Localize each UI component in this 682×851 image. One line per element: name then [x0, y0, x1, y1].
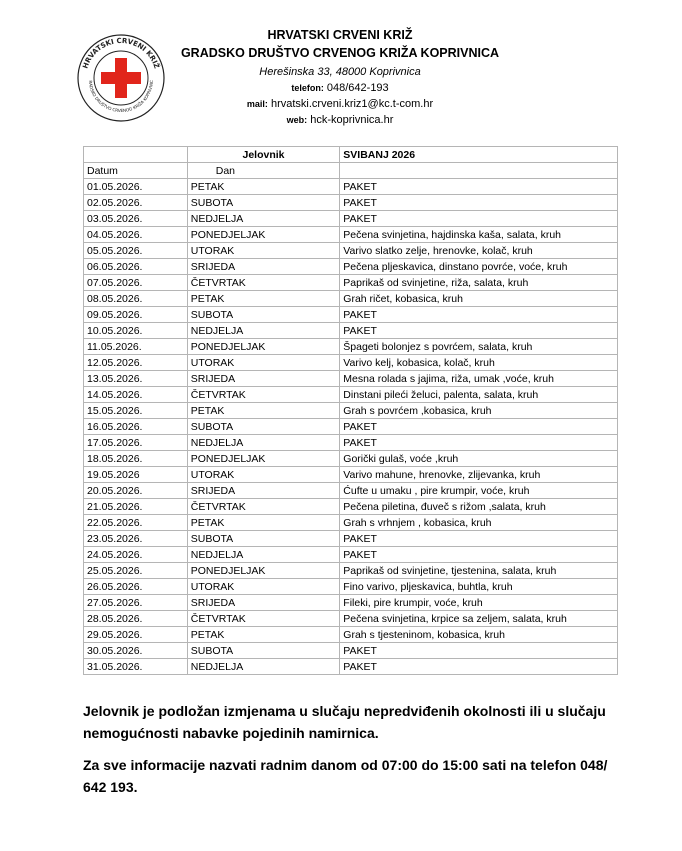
meal-cell: Mesna rolada s jajima, riža, umak ,voće, kruh: [340, 371, 618, 387]
day-cell: PETAK: [187, 515, 340, 531]
mail-value: hrvatski.crveni.kriz1@kc.t-com.hr: [270, 98, 434, 110]
day-cell: SUBOTA: [187, 419, 340, 435]
meal-cell: Varivo slatko zelje, hrenovke, kolač, kruh: [340, 243, 618, 259]
web-line: [170, 112, 510, 128]
day-cell: UTORAK: [187, 243, 340, 259]
meal-cell: Fileki, pire krumpir, voće, kruh: [340, 595, 618, 611]
table-row: [84, 499, 618, 515]
table-row: [84, 355, 618, 371]
table-row: [84, 659, 618, 675]
day-cell: SUBOTA: [187, 643, 340, 659]
table-row: [84, 243, 618, 259]
mail-line: [170, 96, 510, 112]
table-row: [84, 195, 618, 211]
date-cell: 12.05.2026.: [84, 355, 188, 371]
table-row: [84, 531, 618, 547]
meal-cell: Varivo kelj, kobasica, kolač, kruh: [340, 355, 618, 371]
table-row: [84, 643, 618, 659]
date-cell: 25.05.2026.: [84, 563, 188, 579]
letterhead: [170, 26, 510, 128]
table-row: [84, 211, 618, 227]
meal-cell: Pečena svinjetina, krpice sa zeljem, salata, kruh: [340, 611, 618, 627]
meal-cell: Paprikaš od svinjetine, tjestenina, salata, kruh: [340, 563, 618, 579]
logo-ring-text-top: HRVATSKI CRVENI KRIŽ: [81, 36, 161, 70]
date-cell: 08.05.2026.: [84, 291, 188, 307]
day-cell: UTORAK: [187, 355, 340, 371]
phone-line: [170, 80, 510, 96]
day-cell: SRIJEDA: [187, 483, 340, 499]
meal-cell: PAKET: [340, 547, 618, 563]
day-cell: SUBOTA: [187, 531, 340, 547]
table-row: [84, 467, 618, 483]
day-cell: PONEDJELJAK: [187, 563, 340, 579]
table-row: [84, 483, 618, 499]
date-cell: 06.05.2026.: [84, 259, 188, 275]
meal-cell: Fino varivo, pljeskavica, buhtla, kruh: [340, 579, 618, 595]
date-cell: 20.05.2026.: [84, 483, 188, 499]
day-cell: SRIJEDA: [187, 371, 340, 387]
meal-cell: Grah s tjesteninom, kobasica, kruh: [340, 627, 618, 643]
red-cross-logo: [76, 33, 166, 123]
day-cell: NEDJELJA: [187, 211, 340, 227]
meal-cell: PAKET: [340, 643, 618, 659]
date-cell: 30.05.2026.: [84, 643, 188, 659]
table-row: [84, 579, 618, 595]
date-cell: 21.05.2026.: [84, 499, 188, 515]
date-cell: 05.05.2026.: [84, 243, 188, 259]
date-cell: 31.05.2026.: [84, 659, 188, 675]
table-row: [84, 403, 618, 419]
day-cell: NEDJELJA: [187, 659, 340, 675]
day-cell: PETAK: [187, 179, 340, 195]
meal-cell: Špageti bolonjez s povrćem, salata, kruh: [340, 339, 618, 355]
table-row: [84, 595, 618, 611]
mail-label: mail:: [246, 99, 268, 109]
meal-cell: PAKET: [340, 307, 618, 323]
table-month: SVIBANJ 2026: [340, 147, 618, 163]
table-row: [84, 387, 618, 403]
table-row: [84, 275, 618, 291]
table-row: [84, 307, 618, 323]
day-cell: ČETVRTAK: [187, 611, 340, 627]
meal-cell: Grah s vrhnjem , kobasica, kruh: [340, 515, 618, 531]
date-cell: 27.05.2026.: [84, 595, 188, 611]
date-cell: 16.05.2026.: [84, 419, 188, 435]
meal-cell: PAKET: [340, 179, 618, 195]
header-empty-cell: [84, 147, 188, 163]
address: Herešinska 33, 48000 Koprivnica: [259, 66, 421, 78]
date-cell: 07.05.2026.: [84, 275, 188, 291]
day-cell: SRIJEDA: [187, 595, 340, 611]
day-cell: NEDJELJA: [187, 547, 340, 563]
logo-ring-text-bottom: RADSKO DRUŠTVO CRVENOG KRIŽA KOPRIVNIC: [87, 79, 155, 114]
meal-cell: PAKET: [340, 211, 618, 227]
table-row: [84, 323, 618, 339]
day-cell: ČETVRTAK: [187, 387, 340, 403]
meal-cell: Pečena pljeskavica, dinstano povrće, voće, kruh: [340, 259, 618, 275]
day-cell: ČETVRTAK: [187, 499, 340, 515]
day-cell: ČETVRTAK: [187, 275, 340, 291]
contact-note: Za sve informacije nazvati radnim danom od 07:00 do 15:00 sati na telefon 048/ 642 193.: [83, 757, 608, 795]
day-cell: PETAK: [187, 403, 340, 419]
table-row: [84, 547, 618, 563]
meal-cell: PAKET: [340, 435, 618, 451]
date-cell: 14.05.2026.: [84, 387, 188, 403]
day-cell: UTORAK: [187, 579, 340, 595]
date-cell: 17.05.2026.: [84, 435, 188, 451]
meal-cell: Grah ričet, kobasica, kruh: [340, 291, 618, 307]
meal-cell: Grah s povrćem ,kobasica, kruh: [340, 403, 618, 419]
table-row: [84, 435, 618, 451]
meal-cell: Paprikaš od svinjetine, riža, salata, kruh: [340, 275, 618, 291]
date-cell: 26.05.2026.: [84, 579, 188, 595]
table-row: [84, 419, 618, 435]
date-cell: 09.05.2026.: [84, 307, 188, 323]
meal-cell: Pečena piletina, đuveč s rižom ,salata, kruh: [340, 499, 618, 515]
meal-cell: PAKET: [340, 323, 618, 339]
date-cell: 19.05.2026: [84, 467, 188, 483]
date-cell: 24.05.2026.: [84, 547, 188, 563]
date-cell: 01.05.2026.: [84, 179, 188, 195]
day-cell: PETAK: [187, 291, 340, 307]
day-cell: SRIJEDA: [187, 259, 340, 275]
date-cell: 13.05.2026.: [84, 371, 188, 387]
day-cell: NEDJELJA: [187, 435, 340, 451]
meal-cell: Dinstani pileći želuci, palenta, salata, kruh: [340, 387, 618, 403]
day-cell: NEDJELJA: [187, 323, 340, 339]
date-cell: 28.05.2026.: [84, 611, 188, 627]
table-row: [84, 451, 618, 467]
web-value: hck-koprivnica.hr: [310, 114, 394, 126]
day-cell: SUBOTA: [187, 195, 340, 211]
date-cell: 23.05.2026.: [84, 531, 188, 547]
table-row: [84, 339, 618, 355]
column-header-row: [84, 163, 618, 179]
date-cell: 15.05.2026.: [84, 403, 188, 419]
day-cell: PETAK: [187, 627, 340, 643]
date-cell: 29.05.2026.: [84, 627, 188, 643]
column-header-meal: [340, 163, 618, 179]
date-cell: 10.05.2026.: [84, 323, 188, 339]
table-row: [84, 563, 618, 579]
date-cell: 18.05.2026.: [84, 451, 188, 467]
table-row: [84, 227, 618, 243]
meal-cell: Ćufte u umaku , pire krumpir, voće, kruh: [340, 483, 618, 499]
day-cell: PONEDJELJAK: [187, 339, 340, 355]
day-cell: PONEDJELJAK: [187, 451, 340, 467]
meal-cell: Pečena svinjetina, hajdinska kaša, salata, kruh: [340, 227, 618, 243]
date-cell: 03.05.2026.: [84, 211, 188, 227]
meal-cell: Varivo mahune, hrenovke, zlijevanka, kruh: [340, 467, 618, 483]
table-row: [84, 259, 618, 275]
disclaimer-note: Jelovnik je podložan izmjenama u slučaju nepredviđenih okolnosti ili u slučaju nemogućnosti nabavke pojedinih namirnica.: [83, 703, 606, 741]
table-row: [84, 371, 618, 387]
table-title: Jelovnik: [187, 147, 340, 163]
table-row: [84, 627, 618, 643]
phone-value: 048/642-193: [326, 82, 389, 94]
meal-cell: PAKET: [340, 659, 618, 675]
table-row: [84, 179, 618, 195]
column-header-day: Dan: [187, 163, 340, 179]
web-label: web:: [286, 115, 308, 125]
date-cell: 04.05.2026.: [84, 227, 188, 243]
red-cross-icon: [101, 58, 141, 98]
date-cell: 02.05.2026.: [84, 195, 188, 211]
table-row: [84, 515, 618, 531]
table-header-row: [84, 147, 618, 163]
meal-cell: PAKET: [340, 419, 618, 435]
day-cell: PONEDJELJAK: [187, 227, 340, 243]
organization-branch: GRADSKO DRUŠTVO CRVENOG KRIŽA KOPRIVNICA: [180, 46, 500, 60]
organization-name: HRVATSKI CRVENI KRIŽ: [267, 28, 413, 42]
phone-label: telefon:: [291, 83, 324, 93]
column-header-date: Datum: [84, 163, 188, 179]
meal-cell: PAKET: [340, 531, 618, 547]
table-row: [84, 291, 618, 307]
day-cell: SUBOTA: [187, 307, 340, 323]
meal-cell: PAKET: [340, 195, 618, 211]
menu-table: [83, 146, 618, 675]
table-row: [84, 611, 618, 627]
meal-cell: Gorički gulaš, voće ,kruh: [340, 451, 618, 467]
date-cell: 11.05.2026.: [84, 339, 188, 355]
date-cell: 22.05.2026.: [84, 515, 188, 531]
day-cell: UTORAK: [187, 467, 340, 483]
